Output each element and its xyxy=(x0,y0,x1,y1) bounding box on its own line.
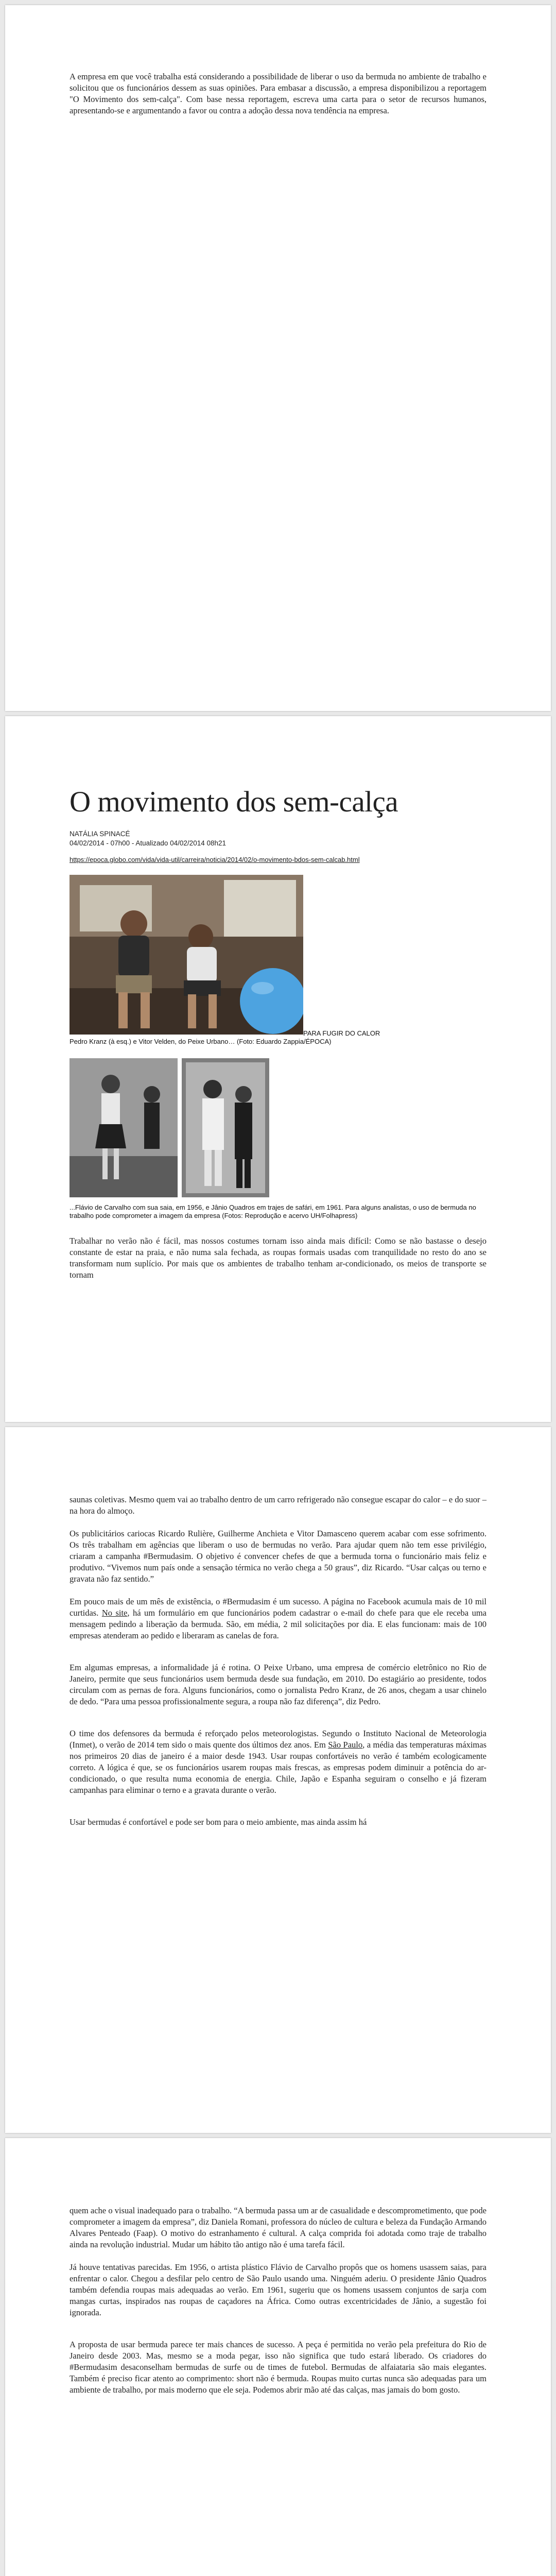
office-photo xyxy=(70,875,303,1035)
paragraph-4-text-end: , há um formulário em que funcionários podem cadastrar o e-mail do chefe para que ele receba uma mensagem pedindo a liberação da bermuda. São, em média, 2 mil solicitações por dia. E elas funcionam: mais de 100 empresas atenderam ao pedido e liberaram as canelas de fora. xyxy=(70,1608,486,1640)
page-3-body xyxy=(70,1494,486,1828)
article-paragraph-4 xyxy=(70,1596,486,1641)
document-page-2 xyxy=(5,716,551,1422)
article-paragraph-9: Já houve tentativas parecidas. Em 1956, o artista plástico Flávio de Carvalho propôs que os homens usassem saias, para enfrentar o calor. Chegou a desfilar pelo centro de São Paulo usando uma. Ninguém aderiu. O presidente Jânio Quadros também defendia roupas mais adequadas ao verão. Em 1961, sugeriu que os homens usassem conjuntos de sarja com mangas curtas, inspirados nas roupas de caçadores na África. Como outras excentricidades de Jânio, a sugestão foi ignorada. xyxy=(70,2262,486,2317)
page-1-body xyxy=(70,71,486,116)
source-link[interactable]: https://epoca.globo.com/vida/vida-util/carreira/noticia/2014/02/o-movimento-bdos-sem-calcab.html xyxy=(70,856,360,863)
site-link[interactable]: No site xyxy=(101,1608,128,1618)
article-paragraph-5: Em algumas empresas, a informalidade já é rotina. O Peixe Urbano, uma empresa de comércio eletrônico no Rio de Janeiro, permite que seus funcionários usem bermuda desde sua fundação, em 2010. Do estagiário ao presidente, todos circulam com as pernas de fora. Alguns funcionários, como o jornalista Pedro Kranz, de 26 anos, chegam a usar chinelo de dedo. “Para uma pessoa profissionalmente segura, a roupa não faz diferença”, diz Pedro. xyxy=(70,1663,486,1706)
photo-figure-1 xyxy=(70,875,486,1045)
photo-figure-2 xyxy=(70,1058,486,1197)
article-author: NATÁLIA SPINACÉ xyxy=(70,830,130,838)
article-paragraph-8: quem ache o visual inadequado para o trabalho. “A bermuda passa um ar de casualidade e descomprometimento, que pode comprometer a imagem da empresa”, diz Daniela Romani, professora do núcleo de cultura e beleza da Fundação Armando Alvares Penteado (Faap). O motivo do estranhamento é cultural. A calça comprida foi adotada como traje de trabalho ainda na revolução industrial. Mudar um hábito tão antigo não é uma tarefa fácil. xyxy=(70,2206,486,2249)
article-paragraph-7: Usar bermudas é confortável e pode ser bom para o meio ambiente, mas ainda assim há xyxy=(70,1817,367,1827)
article-paragraph-3: Os publicitários cariocas Ricardo Rulière, Guilherme Anchieta e Vitor Damasceno querem acabar com esse sofrimento. Os três trabalham em agências que liberam o uso de bermudas no verão. Para ajudar quem não tem esse privilégio, criaram a campanha #Bermudasim. O objetivo é convencer chefes de que a bermuda torna o funcionário mais feliz e produtivo. “Vivemos num país onde a sensação térmica no verão chega a 50 graus”, diz Ricardo. “Usar calças ou terno e gravata não faz sentido.” xyxy=(70,1529,486,1584)
article-headline: O movimento dos sem-calça xyxy=(70,786,398,818)
article-date: 04/02/2014 - 07h00 - Atualizado 04/02/2014 08h21 xyxy=(70,839,227,847)
photo-1-caption-title: PARA FUGIR DO CALOR xyxy=(303,1029,380,1037)
paragraph-6-text-start: O time dos defensores da bermuda é reforçado pelos meteorologistas. Segundo o Instituto Nacional de Meteorologia (Inmet), o verão de 2014 tem sido o mais quente dos últimos dez anos. Em xyxy=(70,1728,486,1750)
article-paragraph-1: Trabalhar no verão não é fácil, mas nossos costumes tornam isso ainda mais difícil: Como se não bastasse o desejo constante de estar na praia, e não numa sala fechada, as roupas formais usadas com tranquilidade no resto do ano se transformam num suplício. Por mais que os ambientes de trabalho tenham ar-condicionado, os meios de transporte se tornam xyxy=(70,1236,486,1280)
paragraph-4-text-start: Em pouco mais de um mês de existência, o #Bermudasim é um sucesso. A página no Facebook acumula mais de 10 mil curtidas. xyxy=(70,1597,486,1618)
sao-paulo-link[interactable]: São Paulo xyxy=(328,1740,363,1750)
document-page-1 xyxy=(5,5,551,711)
article-paragraph-2: saunas coletivas. Mesmo quem vai ao trabalho dentro de um carro refrigerado não consegue escapar do calor – e do suor – na hora do almoço. xyxy=(70,1495,486,1516)
article-paragraph-10: A proposta de usar bermuda parece ter mais chances de sucesso. A peça é permitida no verão pela prefeitura do Rio de Janeiro desde 2003. Mas, mesmo se a moda pegar, isso não significa que tudo estará liberado. Os criadores do #Bermudasim desaconselham bermudas de surfe ou de times de futebol. Bermudas de alfaiataria são mais elegantes. Também é preciso ficar atento ao comprimento: short não é bermuda. Roupas muito curtas nunca são adequadas para um ambiente de trabalho, por mais moderno que ele seja. Podemos abrir mão até das calças, mas jamais do bom gosto. xyxy=(70,2340,486,2395)
photo-1-caption xyxy=(70,1029,486,1046)
assignment-intro: A empresa em que você trabalha está considerando a possibilidade de liberar o uso da bermuda no ambiente de trabalho e solicitou que os funcionários dessem as suas opiniões. Para embasar a discussão, a empresa disponibilizou a reportagem "O Movimento dos sem-calça". Com base nessa reportagem, escreva uma carta para o setor de recursos humanos, apresentando-se e argumentando a favor ou contra a adoção dessa nova tendência na empresa. xyxy=(70,72,486,115)
document-page-4 xyxy=(5,2138,551,2576)
document-page-3 xyxy=(5,1427,551,2133)
photo-1-caption-text: Pedro Kranz (à esq.) e Vitor Velden, do Peixe Urbano… (Foto: Eduardo Zappia/ÉPOCA) xyxy=(70,1038,332,1045)
article-paragraph-6 xyxy=(70,1728,486,1796)
historical-photo-safari xyxy=(182,1058,269,1197)
page-4-body xyxy=(70,2205,486,2396)
historical-photo-skirt xyxy=(70,1058,178,1197)
photo-2-caption: ...Flávio de Carvalho com sua saia, em 1956, e Jânio Quadros em trajes de safári, em 1961. Para alguns analistas, o uso de bermuda no trabalho pode comprometer a imagem da empresa (Fotos: Reprodução e acervo UH/Folhapress) xyxy=(70,1204,476,1219)
paragraph-6-text-end: , a média das temperaturas máximas nos primeiros 20 dias de janeiro é a maior desde 1943. Usar roupas confortáveis no verão é também ecologicamente correto. A lógica é que, se os funcionários usarem roupas mais frescas, as empresas podem diminuir a potência do ar-condicionado, o que resulta numa economia de energia. Chile, Japão e Espanha seguiram o conselho e já fizeram campanhas para eliminar o terno e a gravata durante o verão. xyxy=(70,1740,486,1795)
page-2-body xyxy=(70,784,486,1281)
